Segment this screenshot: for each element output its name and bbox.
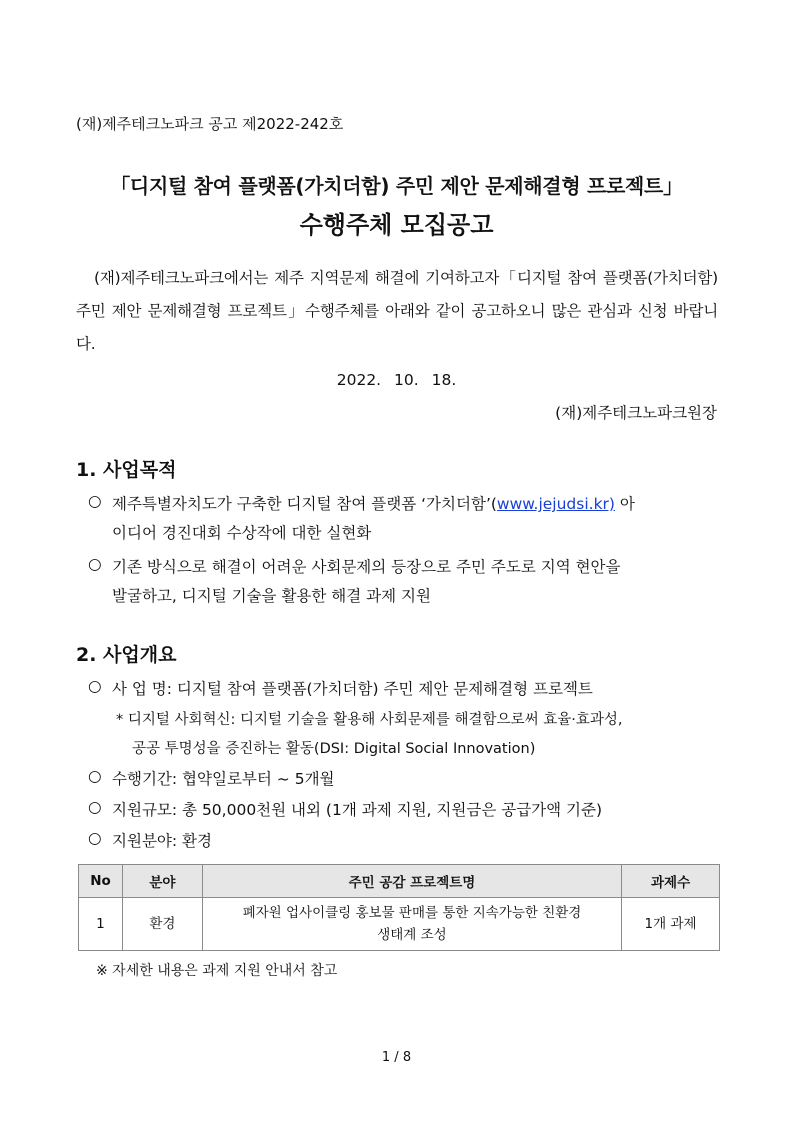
purpose-item-1-text: 제주특별자치도가 구축한 디지털 참여 플랫폼 ‘가치더함’(: [112, 495, 497, 513]
overview-scale: 지원규모: 총 50,000천원 내외 (1개 과제 지원, 지원금은 공급가액 기준): [112, 801, 603, 819]
jejudsi-link[interactable]: www.jejudsi.kr): [496, 495, 615, 513]
intro-paragraph: (재)제주테크노파크에서는 제주 지역문제 해결에 기여하고자「디지털 참여 플랫폼(가치더함) 주민 제안 문제해결형 프로젝트」수행주체를 아래와 같이 공고하오니 많은 관심과 신청 바랍니다.: [76, 269, 718, 353]
purpose-item-2-continued: 발굴하고, 디지털 기술을 활용한 해결 과제 지원: [112, 587, 431, 605]
document-subtitle: 수행주체 모집공고: [299, 211, 494, 239]
header-project-name: 주민 공감 프로젝트명: [202, 865, 621, 898]
document-title: 「디지털 참여 플랫폼(가치더함) 주민 제안 문제해결형 프로젝트」: [110, 174, 683, 198]
purpose-item-1-continued: 이디어 경진대회 수상작에 대한 실현화: [112, 524, 372, 542]
table-header-row: [79, 865, 720, 898]
cell-count: 1개 과제: [622, 898, 720, 951]
section-title-overview: 2. 사업개요: [76, 644, 177, 666]
overview-note: * 디지털 사회혁신: 디지털 기술을 활용해 사회문제를 해결함으로써 효율·효과성,: [116, 712, 623, 728]
header-count: 과제수: [622, 865, 720, 898]
bullet-icon: ○: [88, 767, 102, 785]
bullet-icon: ○: [88, 555, 102, 573]
cell-project-name: [202, 898, 621, 951]
overview-project-name: 사 업 명: 디지털 참여 플랫폼(가치더함) 주민 제안 문제해결형 프로젝트: [112, 680, 593, 698]
cell-project-name-line1: 폐자원 업사이클링 홍보물 판매를 통한 지속가능한 친환경: [242, 905, 582, 921]
overview-field: 지원분야: 환경: [112, 832, 212, 850]
footnote: ※ 자세한 내용은 과제 지원 안내서 참고: [96, 963, 338, 979]
purpose-item-1-tail: 아: [614, 495, 635, 513]
header-field: 분야: [122, 865, 202, 898]
notice-date: 2022. 10. 18.: [336, 371, 457, 389]
notice-number: (재)제주테크노파크 공고 제2022-242호: [76, 115, 344, 133]
header-no: No: [79, 865, 123, 898]
purpose-item-2: 기존 방식으로 해결이 어려운 사회문제의 등장으로 주민 주도로 지역 현안을: [112, 558, 621, 576]
overview-note-continued: 공공 투명성을 증진하는 활동(DSI: Digital Social Innovation): [132, 741, 536, 757]
page-number: 1 / 8: [381, 1050, 412, 1065]
cell-project-name-line2: 생태계 조성: [377, 927, 447, 943]
bullet-icon: ○: [88, 798, 102, 816]
project-table: [78, 864, 720, 951]
cell-no: 1: [79, 898, 123, 951]
overview-period: 수행기간: 협약일로부터 ~ 5개월: [112, 770, 335, 788]
bullet-icon: ○: [88, 677, 102, 695]
section-title-purpose: 1. 사업목적: [76, 459, 177, 481]
issuer: (재)제주테크노파크원장: [555, 404, 717, 422]
bullet-icon: ○: [88, 829, 102, 847]
cell-field: 환경: [122, 898, 202, 951]
purpose-item-1: [112, 492, 718, 514]
table-row: [79, 898, 720, 951]
bullet-icon: ○: [88, 492, 102, 510]
